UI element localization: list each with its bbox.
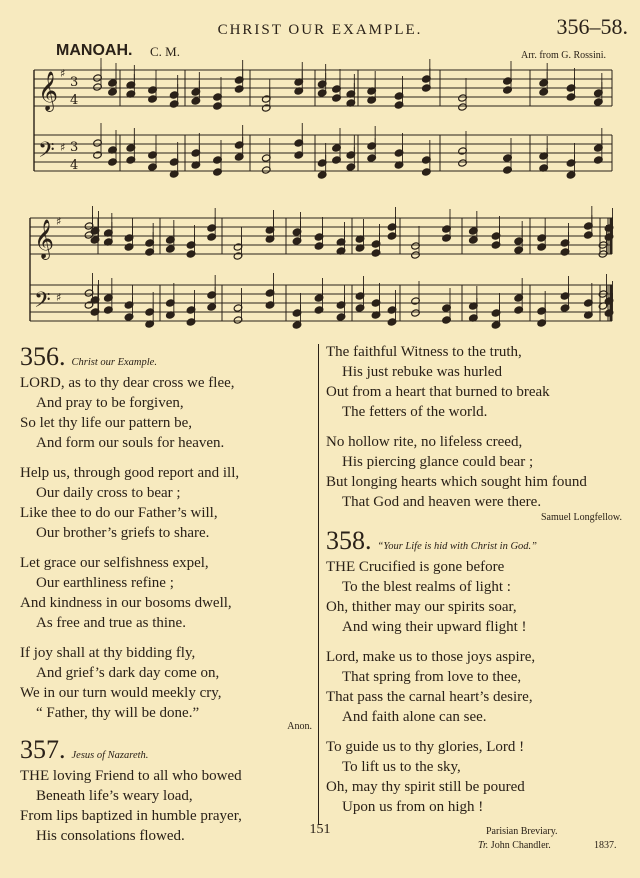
tune-name: MANOAH. [56,42,133,59]
hymn-356-heading [20,342,312,373]
verse-line: So let thy life our pattern be, [20,415,193,431]
bass-clef: 𝄢 [38,138,55,168]
time-signature: 4 [70,158,79,173]
verse-line: To lift us to the sky, [342,759,461,775]
key-signature-sharp: ♯ [60,67,66,80]
hymn-357-title: Jesus of Nazareth. [71,750,149,761]
verse-line: We in our turn would meekly cry, [20,685,222,701]
verse-line: Beneath life’s weary load, [36,788,193,804]
source-credit: Parisian Breviary. [486,826,558,837]
hymn-358-stanza-2 [326,647,622,727]
music-score [0,0,640,340]
verse-line: That God and heaven were there. [342,494,542,510]
hymn-356-title: Christ our Example. [71,357,157,368]
hymn-356-stanza-4 [20,643,312,723]
hymn-357-number: 357. [20,735,66,764]
verse-line: Our brother’s griefs to share. [36,525,210,541]
treble-clef: 𝄞 [34,219,55,259]
verse-line: His just rebuke was hurled [342,364,502,380]
time-signature: 4 [70,93,79,108]
verse-line: His consolations flowed. [36,828,185,844]
translator-name: John Chandler. [490,840,551,851]
verse-line: That pass the carnal heart’s desire, [326,689,533,705]
verse-line: If joy shall at thy bidding fly, [20,645,196,661]
key-signature-sharp: ♯ [56,215,62,228]
verse-line: And grief’s dark day come on, [36,665,220,681]
verse-line: And faith alone can see. [342,709,487,725]
verse-line: Oh, thither may our spirits soar, [326,599,517,615]
hymn-356-stanza-2 [20,463,312,543]
hymn-356-number: 356. [20,342,66,371]
hymn-356-author: Anon. [287,721,312,732]
verse-line: THE loving Friend to all who bowed [20,768,242,784]
verse-line: “ Father, thy will be done.” [36,705,200,721]
verse-line: The fetters of the world. [342,404,488,420]
verse-line: To the blest realms of light : [342,579,511,595]
verse-line: That spring from love to thee, [342,669,522,685]
verse-line: Let grace our selfishness expel, [20,555,209,571]
verse-line: And kindness in our bosoms dwell, [20,595,232,611]
hymn-358-title: “Your Life is hid with Christ in God.” [377,541,537,552]
translator-prefix: Tr. [478,840,489,851]
hymn-number-range: 356–58. [556,14,628,39]
tune-meter: C. M. [150,44,180,59]
bass-clef: 𝄢 [34,288,51,318]
verse-line: And pray to be forgiven, [36,395,184,411]
hymn-358-stanza-1 [326,557,622,637]
verse-line: Upon us from on high ! [342,799,484,815]
verse-line: Help us, through good report and ill, [20,465,240,481]
hymn-358-number: 358. [326,526,372,555]
verse-line: His piercing glance could bear ; [342,454,534,470]
key-signature-sharp: ♯ [56,291,62,304]
verse-line: Our daily cross to bear ; [36,485,181,501]
verse-line: LORD, as to thy dear cross we flee, [20,375,235,391]
verse-line: Like thee to do our Father’s will, [20,505,218,521]
verse-line: Out from a heart that burned to break [326,384,550,400]
hymn-357-stanza-2 [326,342,622,422]
hymn-357-author: Samuel Longfellow. [540,512,622,523]
verse-line: Lord, make us to those joys aspire, [326,649,536,665]
time-signature: 3 [70,75,79,90]
verse-line: Oh, may thy spirit still be poured [326,779,525,795]
key-signature-sharp: ♯ [60,141,66,154]
left-column [20,342,312,856]
time-signature: 3 [70,140,79,155]
verse-line: Our earthliness refine ; [36,575,174,591]
verse-line: And wing their upward flight ! [342,619,527,635]
verse-line: From lips baptized in humble prayer, [20,808,242,824]
hymn-357-heading [20,735,312,766]
hymn-356-stanza-1 [20,373,312,453]
hymn-357-stanza-3 [326,432,622,512]
verse-line: But longing hearts which sought him found [326,474,587,490]
verse-line: The faithful Witness to the truth, [326,344,522,360]
verse-line: And form our souls for heaven. [36,435,225,451]
right-column [326,342,622,827]
hymn-356-stanza-3 [20,553,312,633]
tune-arranger: Arr. from G. Rossini. [521,50,606,61]
verse-line: To guide us to thy glories, Lord ! [326,739,525,755]
verse-line: As free and true as thine. [36,615,186,631]
treble-clef: 𝄞 [38,71,59,111]
column-divider [318,344,319,824]
verse-line: No hollow rite, no lifeless creed, [326,434,523,450]
translation-year: 1837. [594,840,617,851]
page-header-title: CHRIST OUR EXAMPLE. [217,22,423,38]
verse-line: THE Crucified is gone before [326,559,505,575]
translator-credit [478,840,551,851]
page-number: 151 [309,822,331,837]
hymn-358-heading [326,526,622,557]
hymn-358-stanza-3 [326,737,622,817]
